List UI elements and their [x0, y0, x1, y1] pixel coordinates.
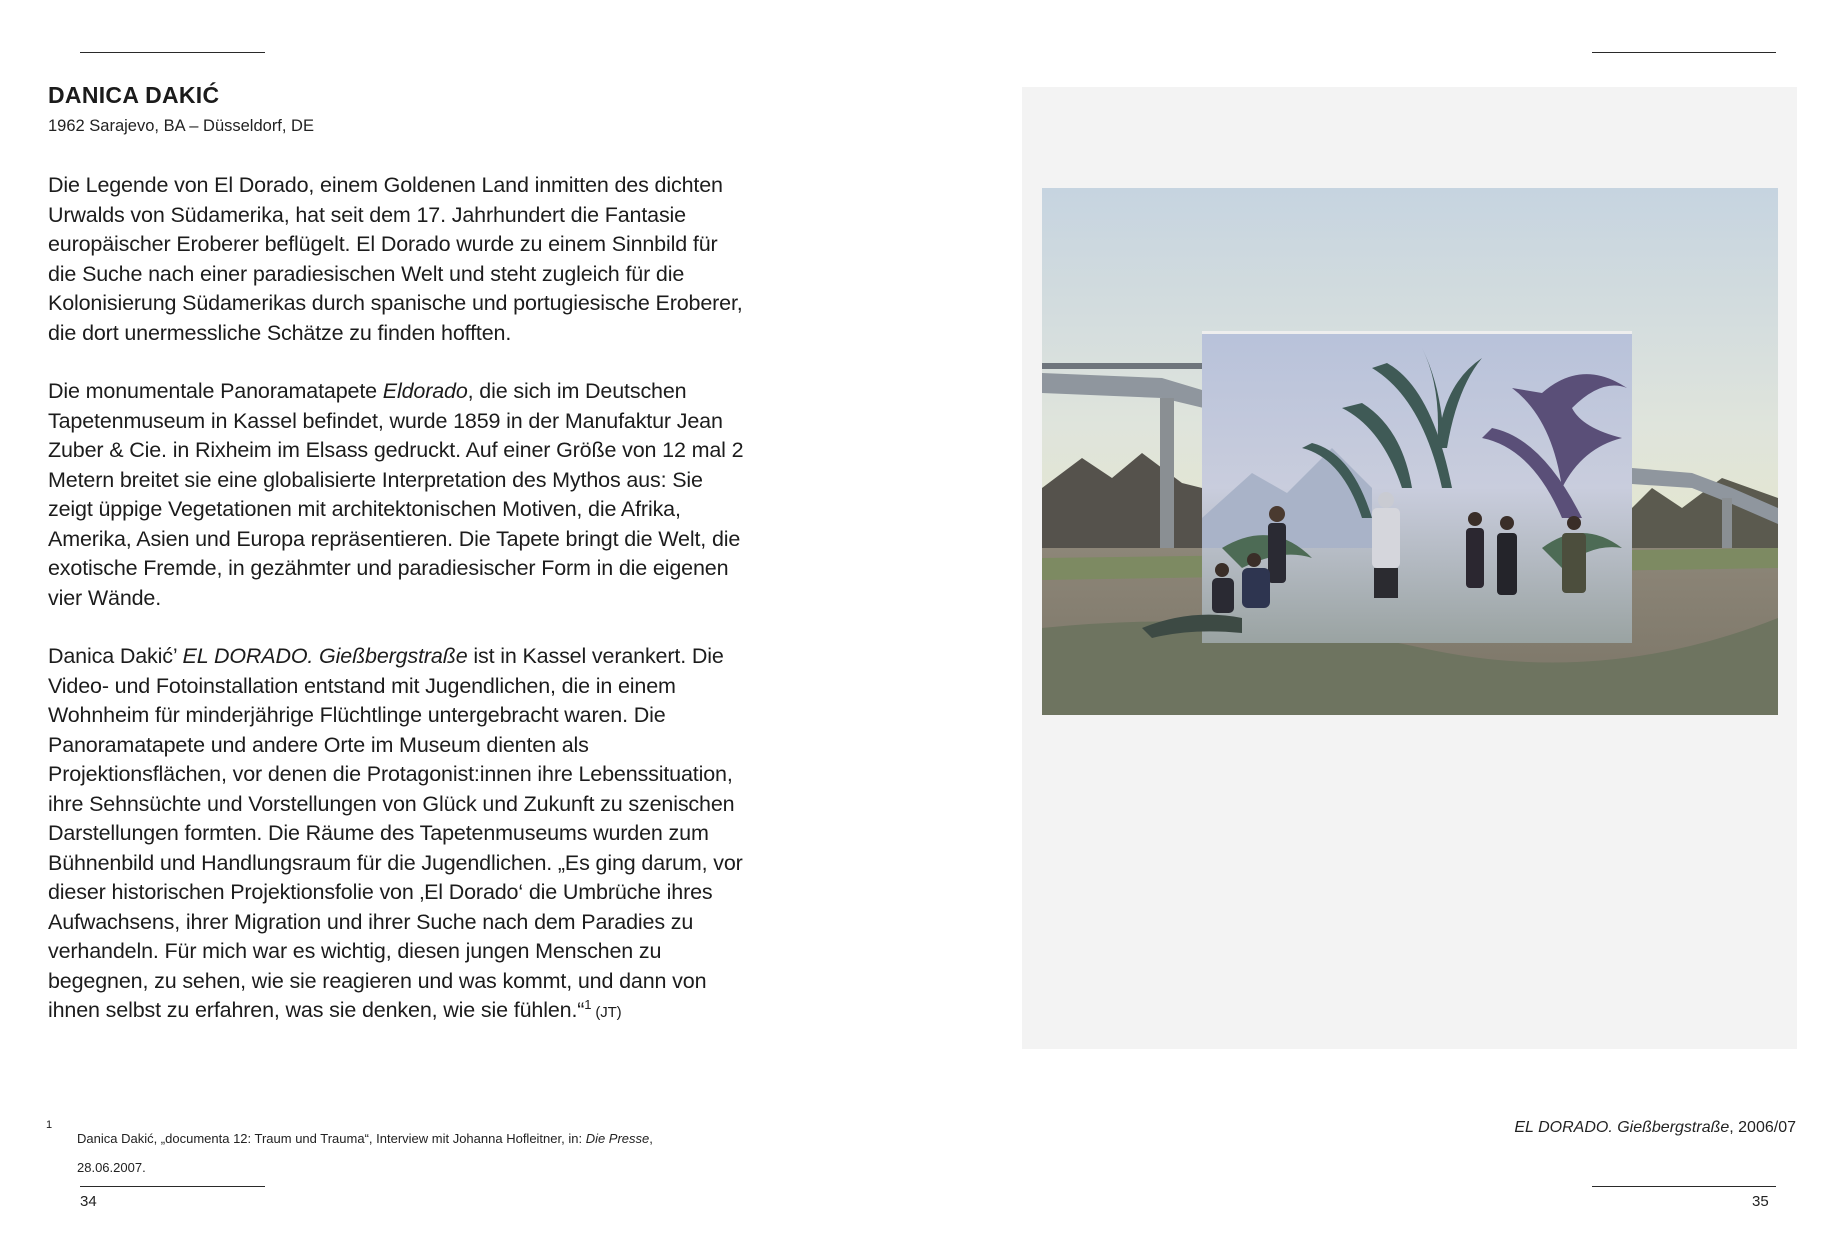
artwork-title-eldorado: Eldorado — [382, 379, 468, 403]
footnote-reference: 1 — [584, 996, 592, 1012]
footnote-number: 1 — [46, 1119, 53, 1131]
paragraph-3-text-cont: ist in Kassel verankert. Die Video- und Fotoinstallation entstand mit Jugendlichen, die in einem Wohnheim für minderjährige Flüchtlinge untergebracht waren. Die Panoramatapete und andere Orte im Museum dienten als Projektionsflächen, vor denen die Protagonist:innen ihre Lebenssituation, ihre Sehnsüchte und Vorstellungen von Glück und Zukunft zu szenischen Darstellungen formten. Die Räume des Tapetenmuseums wurden zum Bühnenbild und Handlungsraum für die Jugendlichen. „Es ging darum, vor dieser historischen Projektionsfolie von ‚El Dorado‘ die Umbrüche ihres Aufwachsens, ihrer Migration und ihrer Suche nach dem Paradies zu verhandeln. Für mich war es wichtig, diesen jungen Menschen zu begegnen, zu sehen, wie sie reagieren und was kommt, und dann von ihnen selbst zu erfahren, was sie denken, wie sie fühlen.“ — [48, 644, 743, 1022]
caption-year: , 2006/07 — [1729, 1119, 1796, 1136]
body-text — [48, 171, 748, 1028]
bottom-rule-left — [80, 1186, 265, 1187]
top-rule-right — [1592, 52, 1776, 53]
paragraph-3-text: Danica Dakić’ — [48, 644, 183, 668]
artist-name: DANICA DAKIĆ — [48, 82, 220, 108]
artist-bio: 1962 Sarajevo, BA – Düsseldorf, DE — [48, 117, 314, 135]
paragraph-3 — [48, 642, 748, 1028]
footnote-text-pre: Danica Dakić, „documenta 12: Traum und Trauma“, Interview mit Johanna Hofleitner, in: — [77, 1131, 586, 1146]
image-caption — [1514, 1119, 1796, 1137]
page-number-right: 35 — [1752, 1193, 1769, 1210]
bottom-rule-right — [1592, 1186, 1776, 1187]
paragraph-2-text-cont: , die sich im Deutschen Tapetenmuseum in Kassel befindet, wurde 1859 in der Manufaktur Jean Zuber & Cie. in Rixheim im Elsass gedruckt. Auf einer Größe von 12 mal 2 Metern breitet sie eine globalisierte Interpretation des Mythos aus: Sie zeigt üppige Vegetationen mit architektonischen Motiven, die Afrika, Amerika, Asien und Europa repräsentieren. Die Tapete bringt die Welt, die exotische Fremde, in gezähmter und paradiesischer Form in die eigenen vier Wände. — [48, 379, 744, 610]
paragraph-1: Die Legende von El Dorado, einem Goldenen Land inmitten des dichten Urwalds von Südamerika, hat seit dem 17. Jahrhundert die Fantasie europäischer Eroberer beflügelt. El Dorado wurde zu einem Sinnbild für die Suche nach einer paradiesischen Welt und steht zugleich für die Kolonisierung Südamerikas durch spanische und portugiesische Eroberer, die dort unermessliche Schätze zu finden hofften. — [48, 173, 743, 345]
footnote-text — [77, 1124, 717, 1182]
paragraph-2 — [48, 377, 748, 613]
top-rule-left — [80, 52, 265, 53]
author-tag: (JT) — [591, 1004, 622, 1021]
footnote-publication: Die Presse — [585, 1131, 650, 1146]
paragraph-2-text: Die monumentale Panoramatapete — [48, 379, 383, 403]
page-number-left: 34 — [80, 1193, 97, 1210]
caption-title: EL DORADO. Gießbergstraße — [1514, 1119, 1730, 1136]
footnote-text-post: , 28.06.2007. — [77, 1131, 653, 1175]
artwork-photo — [1042, 188, 1778, 715]
artwork-title: EL DORADO. Gießbergstraße — [182, 644, 468, 668]
